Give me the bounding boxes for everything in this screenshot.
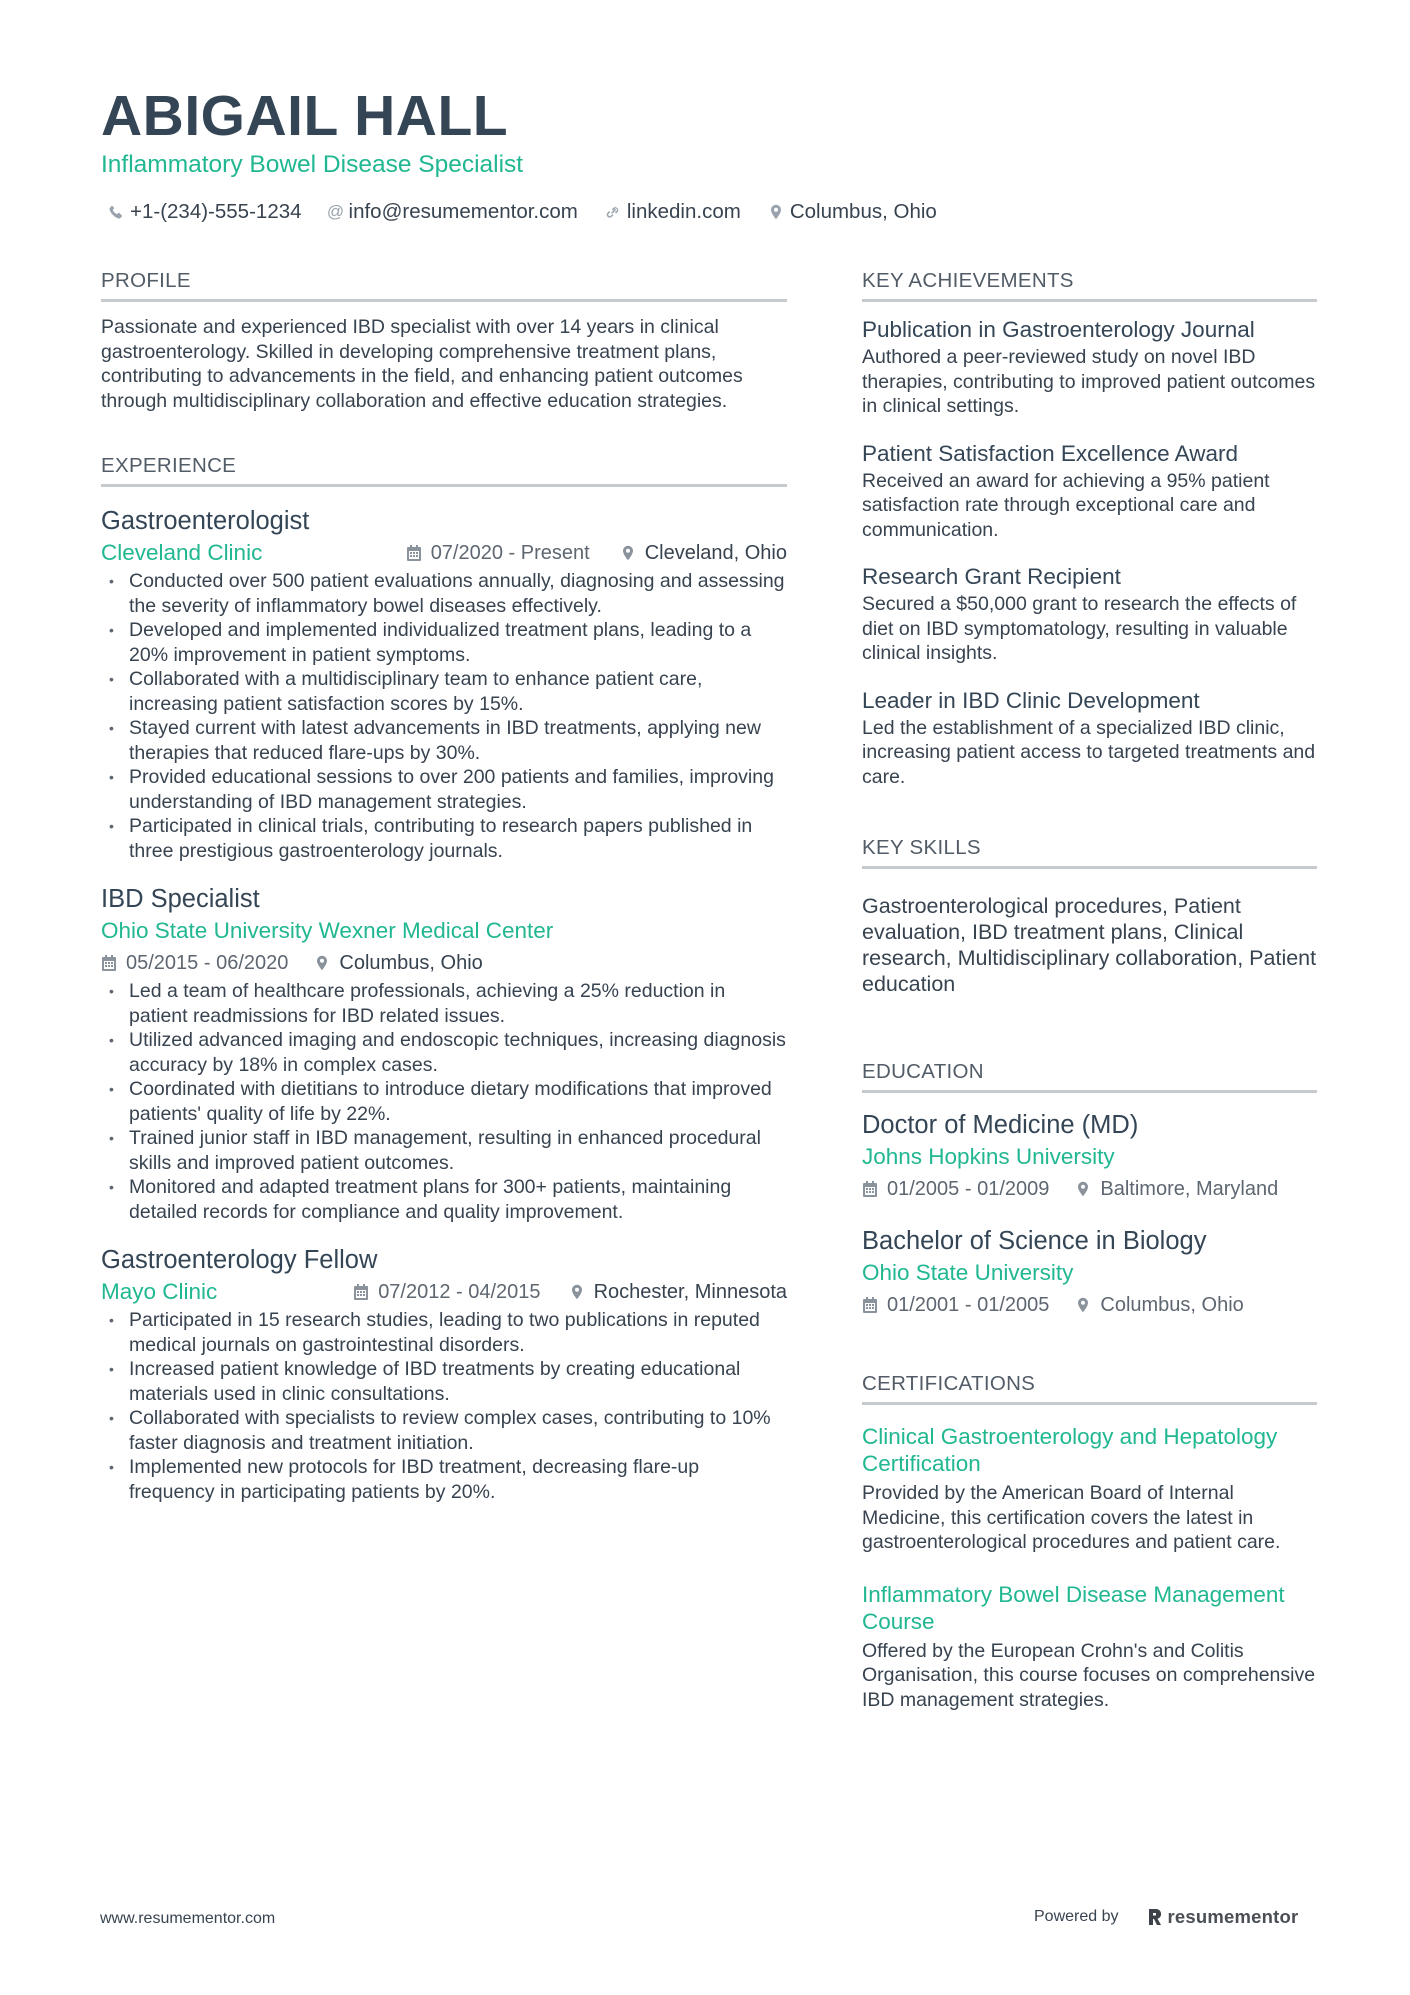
- list-item: • Utilized advanced imaging and endoscopic techniques, increasing diagnosis accuracy by 18% in complex cases.: [101, 1028, 787, 1077]
- list-item: • Participated in clinical trials, contributing to research papers published in three prestigious gastroenterology journals.: [101, 814, 787, 863]
- education-location: [1075, 1173, 1278, 1205]
- achievement-text: Authored a peer-reviewed study on novel IBD therapies, contributing to improved patient outcomes in clinical settings.: [862, 346, 1316, 417]
- map-pin-icon: [768, 204, 784, 220]
- job-company: Cleveland Clinic: [101, 540, 263, 565]
- candidate-name: ABIGAIL HALL: [101, 84, 509, 148]
- education-location-text: Columbus, Ohio: [1100, 1294, 1244, 1316]
- education-dates: [862, 1289, 1049, 1321]
- at-icon: @: [326, 202, 345, 221]
- calendar-icon: [101, 955, 117, 971]
- footer-website[interactable]: www.resumementor.com: [100, 1910, 276, 1927]
- map-pin-icon: [569, 1284, 585, 1300]
- job-entry: [101, 1244, 787, 1504]
- section-heading-certifications: CERTIFICATIONS: [862, 1369, 1317, 1405]
- job-dates: [353, 1276, 540, 1308]
- calendar-icon: [862, 1297, 878, 1313]
- certification-title: Clinical Gastroenterology and Hepatology Certification: [862, 1424, 1278, 1476]
- education-degree: Doctor of Medicine (MD): [862, 1111, 1139, 1139]
- job-company: Ohio State University Wexner Medical Center: [101, 918, 554, 943]
- education-dates: [862, 1173, 1049, 1205]
- job-location: [569, 1276, 787, 1308]
- job-location: [620, 537, 787, 569]
- job-bullets: [101, 1308, 787, 1504]
- achievement-text: Received an award for achieving a 95% patient satisfaction rate through exceptional care and communication.: [862, 469, 1270, 541]
- contact-bar: [108, 197, 964, 227]
- contact-location: [768, 197, 937, 227]
- education-school: Johns Hopkins University: [862, 1144, 1115, 1169]
- job-bullets: [101, 979, 787, 1224]
- education-meta: [862, 1289, 1317, 1321]
- contact-linkedin[interactable]: [605, 197, 741, 227]
- job-company: Mayo Clinic: [101, 1279, 218, 1304]
- education-school: Ohio State University: [862, 1260, 1074, 1285]
- list-item: • Developed and implemented individualized treatment plans, leading to a 20% improvement in patient symptoms.: [101, 618, 787, 667]
- profile-text: Passionate and experienced IBD specialist with over 14 years in clinical gastroenterology. Skilled in developing comprehensive treatment plans, contributing to advancements in the field, and enhancing patient outcomes through multidisciplinary collaboration and effective education strategies.: [101, 316, 743, 412]
- footer-branding: [1034, 1906, 1298, 1928]
- brand-link[interactable]: [1147, 1906, 1299, 1928]
- achievements-section: [862, 266, 1317, 789]
- section-heading-achievements: KEY ACHIEVEMENTS: [862, 266, 1317, 302]
- achievement-title: Leader in IBD Clinic Development: [862, 687, 1200, 713]
- calendar-icon: [353, 1284, 369, 1300]
- education-location: [1075, 1289, 1243, 1321]
- job-role: IBD Specialist: [101, 885, 260, 913]
- achievement-item: [862, 686, 1317, 790]
- achievement-text: Led the establishment of a specialized IBD clinic, increasing patient access to targeted treatments and care.: [862, 716, 1316, 788]
- job-company-row: [101, 915, 787, 947]
- job-role: Gastroenterologist: [101, 507, 310, 535]
- job-bullets: [101, 569, 787, 863]
- achievement-text: Secured a $50,000 grant to research the effects of diet on IBD symptomatology, resulting in valuable clinical insights.: [862, 593, 1297, 664]
- powered-by-text: Powered by: [1034, 1908, 1119, 1925]
- list-item: • Implemented new protocols for IBD treatment, decreasing flare-up frequency in participating patients by 20%.: [101, 1455, 787, 1504]
- section-heading-experience: EXPERIENCE: [101, 451, 787, 487]
- profile-section: [101, 266, 787, 413]
- job-meta: [101, 947, 787, 979]
- section-heading-education: EDUCATION: [862, 1057, 1317, 1093]
- achievement-item: [862, 562, 1317, 666]
- list-item: • Collaborated with a multidisciplinary team to enhance patient care, increasing patient satisfaction scores by 15%.: [101, 667, 787, 716]
- list-item: • Provided educational sessions to over 200 patients and families, improving understanding of IBD management strategies.: [101, 765, 787, 814]
- location-text: Columbus, Ohio: [789, 200, 937, 223]
- calendar-icon: [862, 1181, 878, 1197]
- job-location-text: Columbus, Ohio: [339, 952, 483, 974]
- map-pin-icon: [1075, 1297, 1091, 1313]
- certification-title: Inflammatory Bowel Disease Management Course: [862, 1581, 1285, 1634]
- linkedin-text: linkedin.com: [626, 200, 741, 223]
- achievement-title: Research Grant Recipient: [862, 564, 1121, 589]
- list-item: • Led a team of healthcare professionals, achieving a 25% reduction in patient readmissions for IBD related issues.: [101, 979, 787, 1028]
- job-dates: [406, 537, 590, 569]
- job-dates: [101, 947, 288, 979]
- education-dates-text: 01/2001 - 01/2005: [887, 1294, 1050, 1316]
- contact-email[interactable]: [326, 197, 578, 227]
- achievement-title: Patient Satisfaction Excellence Award: [862, 440, 1239, 466]
- list-item: • Coordinated with dietitians to introduce dietary modifications that improved patients' quality of life by 22%.: [101, 1077, 787, 1126]
- job-dates-text: 07/2020 - Present: [430, 542, 590, 564]
- certification-item: [862, 1423, 1317, 1555]
- job-dates-text: 05/2015 - 06/2020: [126, 952, 289, 974]
- brand-name: resumementor: [1167, 1906, 1299, 1927]
- achievement-item: [862, 315, 1317, 419]
- resumementor-logo-icon: [1147, 1907, 1163, 1927]
- skills-section: [862, 833, 1317, 997]
- job-meta: [101, 1276, 787, 1308]
- certification-text: Provided by the American Board of Internal Medicine, this certification covers the latest in gastroenterological procedures and patient care.: [862, 1482, 1281, 1553]
- job-location-text: Cleveland, Ohio: [644, 542, 787, 564]
- education-location-text: Baltimore, Maryland: [1100, 1178, 1279, 1200]
- achievement-title: Publication in Gastroenterology Journal: [862, 317, 1255, 342]
- education-meta: [862, 1173, 1317, 1205]
- education-item: [862, 1225, 1317, 1321]
- list-item: • Increased patient knowledge of IBD treatments by creating educational materials used in clinic consultations.: [101, 1357, 787, 1406]
- education-item: [862, 1109, 1317, 1205]
- calendar-icon: [406, 545, 422, 561]
- job-dates-text: 07/2012 - 04/2015: [378, 1281, 541, 1303]
- job-entry: [101, 883, 787, 1224]
- right-column: [862, 266, 1317, 1712]
- section-heading-profile: PROFILE: [101, 266, 787, 302]
- job-location-text: Rochester, Minnesota: [593, 1281, 787, 1303]
- phone-icon: [108, 204, 124, 220]
- link-icon: [605, 204, 621, 220]
- job-location: [314, 947, 482, 979]
- list-item: • Stayed current with latest advancements in IBD treatments, applying new therapies that reduced flare-ups by 30%.: [101, 716, 787, 765]
- experience-section: [101, 451, 787, 1504]
- section-heading-skills: KEY SKILLS: [862, 833, 1317, 869]
- skills-text: Gastroenterological procedures, Patient evaluation, IBD treatment plans, Clinical research, Multidisciplinary collaboration, Patient education: [862, 894, 1317, 996]
- education-dates-text: 01/2005 - 01/2009: [887, 1178, 1050, 1200]
- email-text: info@resumementor.com: [348, 200, 578, 223]
- left-column: [101, 266, 787, 1504]
- job-role: Gastroenterology Fellow: [101, 1246, 378, 1274]
- map-pin-icon: [314, 955, 330, 971]
- map-pin-icon: [620, 545, 636, 561]
- certification-text: Offered by the European Crohn's and Colitis Organisation, this course focuses on comprehensive IBD management strategies.: [862, 1639, 1316, 1711]
- list-item: • Trained junior staff in IBD management, resulting in enhanced procedural skills and improved patient outcomes.: [101, 1126, 787, 1175]
- map-pin-icon: [1075, 1181, 1091, 1197]
- education-degree: Bachelor of Science in Biology: [862, 1227, 1207, 1255]
- education-section: [862, 1057, 1317, 1321]
- job-meta: [101, 537, 787, 569]
- certifications-section: [862, 1369, 1317, 1712]
- job-entry: [101, 505, 787, 863]
- list-item: • Conducted over 500 patient evaluations annually, diagnosing and assessing the severity of inflammatory bowel diseases effectively.: [101, 569, 787, 618]
- contact-phone[interactable]: [108, 197, 302, 227]
- candidate-title: Inflammatory Bowel Disease Specialist: [101, 151, 524, 178]
- list-item: • Participated in 15 research studies, leading to two publications in reputed medical journals on gastrointestinal disorders.: [101, 1308, 787, 1357]
- certification-item: [862, 1581, 1317, 1713]
- phone-text: +1-(234)-555-1234: [130, 200, 302, 223]
- achievement-item: [862, 439, 1317, 543]
- list-item: • Monitored and adapted treatment plans for 300+ patients, maintaining detailed records for compliance and quality improvement.: [101, 1175, 787, 1224]
- list-item: • Collaborated with specialists to review complex cases, contributing to 10% faster diagnosis and treatment initiation.: [101, 1406, 787, 1455]
